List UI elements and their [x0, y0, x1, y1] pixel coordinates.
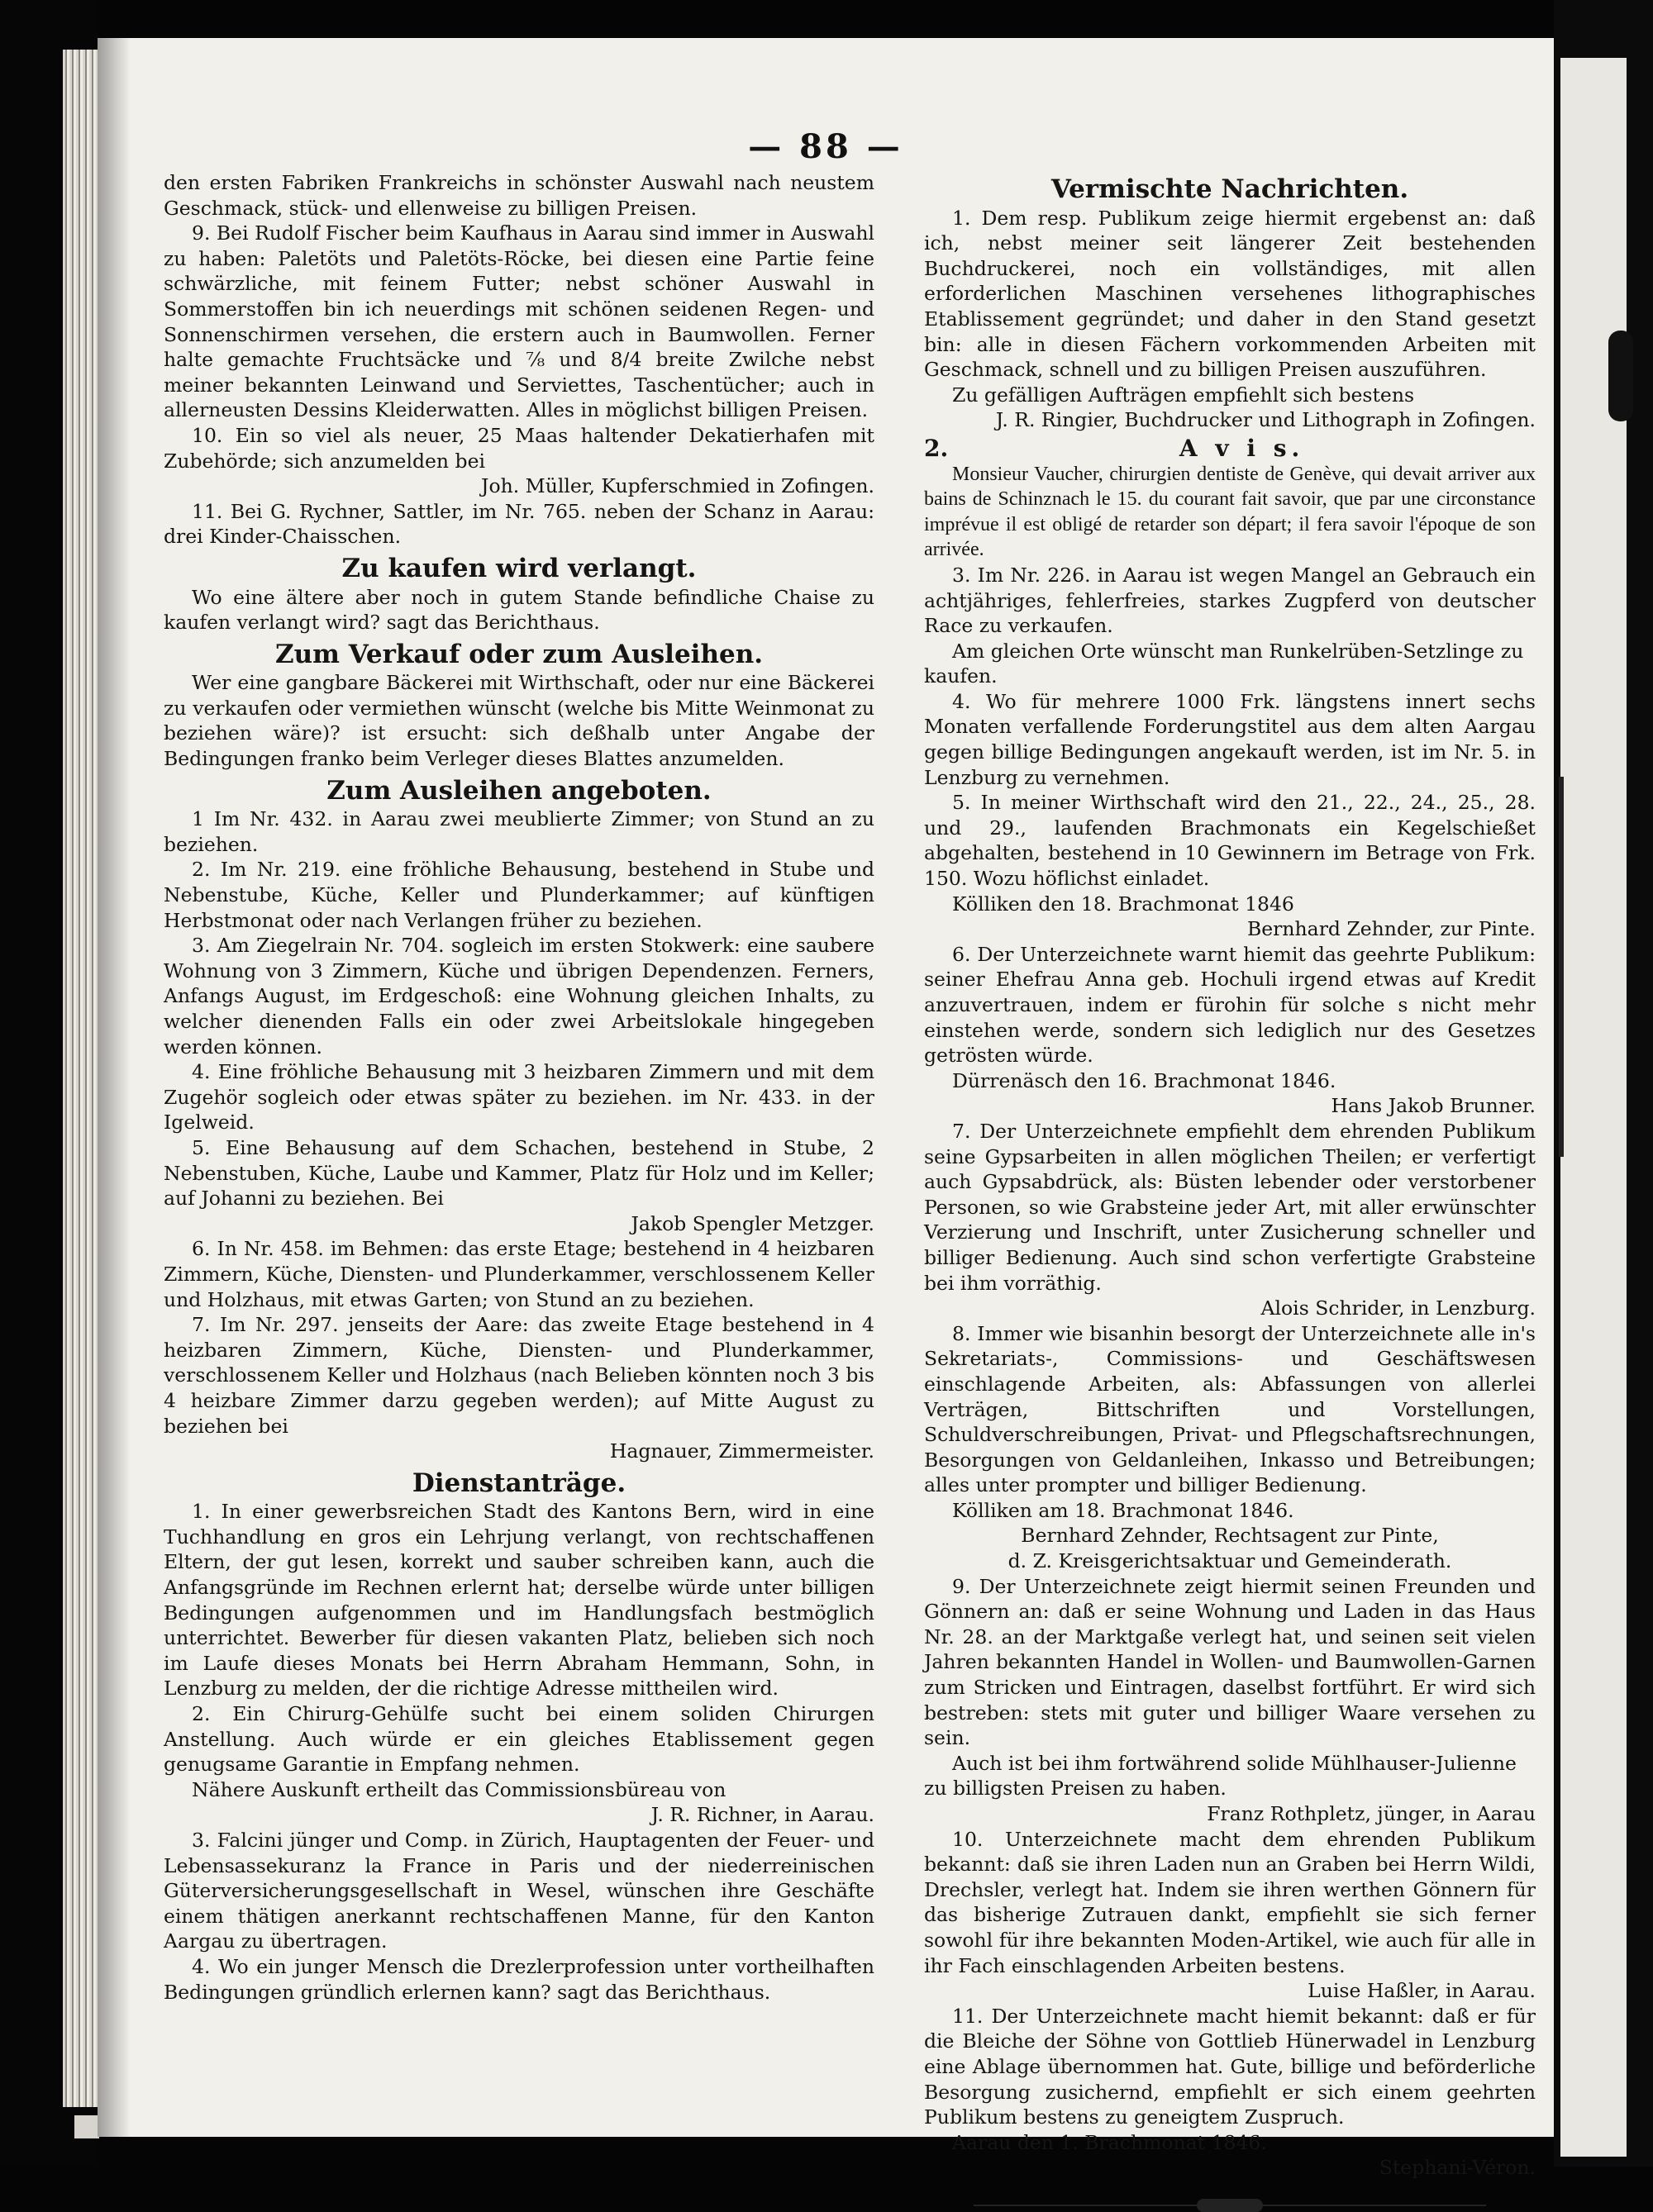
vermischt-6: 6. Der Unterzeichnete warnt hiemit das geehrte Publikum: seiner Ehefrau Anna geb. Hochuli irgend etwas auf Kredit anzuvertrauen, indem er fürohin für solche s nicht mehr einstehen werde, sondern sich lediglich nur des Gesetzes getrösten würde.: [924, 942, 1536, 1068]
adjacent-page-mark: [1608, 331, 1633, 421]
vermischt-9: 9. Der Unterzeichnete zeigt hiermit seinen Freunden und Gönnern an: daß er seine Wohnung und Laden in das Haus Nr. 28. an der Marktgaße verlegt hat, und seinen seit vielen Jahren bekannten Handel in Wollen- und Baumwollen-Garnen zum Stricken und Eintragen, daselbst fortführt. Er wird sich bestreben: stets mit guter und billiger Waare versehen zu sein.: [924, 1574, 1536, 1750]
vermischt-11: 11. Der Unterzeichnete macht hiemit bekannt: daß er für die Bleiche der Söhne von Gottlieb Hünerwadel in Lenzburg eine Ablage übernommen hat. Gute, billige und beförderliche Besorgung zusichernd, empfiehlt er sich einem geehrten Publikum bestens zu geneigtem Zuspruch.: [924, 2004, 1536, 2129]
vermischt-5: 5. In meiner Wirthschaft wird den 21., 22., 24., 25., 28. und 29., laufenden Brachmonats ein Kegelschießet abgehalten, bestehend in 10 Gewinnern im Betrage von Frk. 150. Wozu höflichst einladet.: [924, 791, 1536, 891]
ausleihen-5: 5. Eine Behausung auf dem Schachen, bestehend in Stube, 2 Nebenstuben, Küche, Laube und Kammer, Platz für Holz und im Keller; auf Johanni zu beziehen. Bei: [164, 1135, 874, 1211]
vermischt-9-signature: Franz Rothpletz, jünger, in Aarau: [1207, 1802, 1536, 1825]
vermischt-7-signature: Alois Schrider, in Lenzburg.: [1260, 1296, 1536, 1320]
vermischt-10: 10. Unterzeichnete macht dem ehrenden Publikum bekannt: daß sie ihren Laden nun an Graben bei Herrn Wildi, Drechsler, verlegt hat. Indem sie ihren werthen Gönnern für das bisherige Zutrauen dankt, empfiehlt sie sich ferner sowohl für ihre bekannten Moden-Artikel, wie auch für alle in ihr Fach einschlagenden Arbeiten bestens.: [924, 1827, 1536, 1977]
ausleihen-6: 6. In Nr. 458. im Behmen: das erste Etage; bestehend in 4 heizbaren Zimmern, Küche, Diensten- und Plunderkammer, verschlossenem Keller und Holzhaus, mit etwas Garten; von Stund an zu beziehen.: [164, 1237, 874, 1311]
vermischt-8: 8. Immer wie bisanhin besorgt der Unterzeichnete alle in's Sekretariats-, Commissions- und Geschäftswesen einschlagende Arbeiten, als: Abfassungen von allerlei Verträgen, Bittschriften und Vorstellungen, Schuldverschreibungen, Privat- und Pflegschaftsrechnungen, Besorgungen von Geldanleihen, Inkasso und Betreibungen; alles unter prompter und billiger Bedienung.: [924, 1321, 1536, 1497]
adjacent-page-edge: [1554, 0, 1653, 2167]
binding-tab: [74, 2115, 99, 2138]
vermischt-11-signature: Stephani-Véron.: [1379, 2156, 1536, 2180]
vermischt-1: 1. Dem resp. Publikum zeige hiermit ergebenst an: daß ich, nebst meiner seit längerer Zeit bestehenden Buchdruckerei, noch ein vollständiges, mit allen erforderlichen Maschinen versehenes lithographisches Etablissement gegründet; und daher in den Stand gesetzt bin: alle in diesen Fächern vorkommenden Arbeiten mit Geschmack, schnell und zu billigen Preisen auszuführen.: [924, 206, 1536, 382]
avis-title: A v i s.: [1179, 434, 1305, 462]
vermischt-1-b: Zu gefälligen Aufträgen empfiehlt sich bestens: [952, 383, 1415, 407]
spine-shadow: [98, 38, 131, 2137]
page-number: — 88 —: [748, 127, 903, 166]
notice-intro: den ersten Fabriken Frankreichs in schönster Auswahl nach neustem Geschmack, stück- und ellenweise zu billigen Preisen.: [164, 171, 874, 220]
notice-10: 10. Ein so viel als neuer, 25 Maas haltender Dekatierhafen mit Zubehörde; sich anzumelden bei: [164, 423, 874, 473]
vermischt-4: 4. Wo für mehrere 1000 Frk. längstens innert sechs Monaten verfallende Forderungstitel aus dem alten Aargau gegen billige Bedingungen angekauft werden, ist im Nr. 5. in Lenzburg zu vernehmen.: [924, 689, 1536, 789]
left-column: [164, 170, 874, 2005]
vermischt-8-signature-2: d. Z. Kreisgerichtsaktuar und Gemeinderath.: [1008, 1549, 1452, 1573]
vermischt-3-b: Am gleichen Orte wünscht man Runkelrüben-Setzlinge zu kaufen.: [924, 639, 1524, 688]
dienst-2: 2. Ein Chirurg-Gehülfe sucht bei einem soliden Chirurgen Anstellung. Auch würde er ein gleiches Etablissement gegen genugsame Garantie in Empfang nehmen.: [164, 1702, 874, 1777]
heading-dienstantraege: Dienstanträge.: [412, 1468, 626, 1498]
heading-zu-kaufen: Zu kaufen wird verlangt.: [341, 553, 697, 583]
heading-vermischte: Vermischte Nachrichten.: [1050, 174, 1409, 204]
ausleihen-1: 1 Im Nr. 432. in Aarau zwei meublierte Zimmer; von Stund an zu beziehen.: [164, 807, 874, 856]
dienst-3: 3. Falcini jünger und Comp. in Zürich, Hauptagenten der Feuer- und Lebensassekuranz la France in Paris und der niederreinischen Güterversicherungsgesellschaft in Wesel, wünschen ihre Geschäfte einem thätigen anerkannt rechtschaffenen Manne, für den Kanton Aargau zu übertragen.: [164, 1829, 874, 1953]
ausleihen-7: 7. Im Nr. 297. jenseits der Aare: das zweite Etage bestehend in 4 heizbaren Zimmern, Küche, Diensten- und Plunderkammer, verschlossenem Keller und Holzhaus (nach Belieben könnten noch 3 bis 4 heizbare Zimmer darzu gegeben werden); auf Mitte August zu beziehen bei: [164, 1313, 874, 1438]
page-stack-edge: [63, 50, 98, 2107]
vermischt-5-date: Kölliken den 18. Brachmonat 1846: [952, 892, 1294, 916]
vermischt-3: 3. Im Nr. 226. in Aarau ist wegen Mangel an Gebrauch ein achtjähriges, fehlerfreies, starkes Zugpferd von deutscher Race zu verkaufen.: [924, 563, 1536, 638]
notice-9: 9. Bei Rudolf Fischer beim Kaufhaus in Aarau sind immer in Auswahl zu haben: Paletöts und Paletöts-Röcke, bei diesen eine Partie feine schwärzliche, mit feinem Futter; nebst schöner Auswahl in Sommerstoffen bin ich neuerdings mit schönen seidenen Regen- und Sonnenschirmen versehen, die erstern auch in Baumwollen. Ferner halte gemachte Fruchtsäcke und ⅞ und 8/4 breite Zwilche nebst meiner bekannten Leinwand und Serviettes, Taschentücher; auch in allerneusten Dessins Kleiderwatten. Alles in möglichst billigen Preisen.: [164, 221, 874, 422]
heading-verkauf: Zum Verkauf oder zum Ausleihen.: [274, 639, 764, 669]
dienst-2-signature: J. R. Richner, in Aarau.: [650, 1803, 874, 1827]
ausleihen-4: 4. Eine fröhliche Behausung mit 3 heizbaren Zimmern und mit dem Zugehör sogleich oder etwas später zu beziehen. im Nr. 433. in der Igelweid.: [164, 1060, 874, 1135]
newspaper-page: [98, 38, 1554, 2180]
ausleihen-7-signature: Hagnauer, Zimmermeister.: [609, 1439, 874, 1463]
vermischt-7: 7. Der Unterzeichnete empfiehlt dem ehrenden Publikum seine Gypsarbeiten in allen möglichen Theilen; er verfertigt auch Gypsabdrück, als: Büsten lebender oder verstorbener Personen, so wie Grabsteine jeder Art, mit aller erwünschter Verzierung und Inschrift, unter Zusicherung schneller und billiger Bedienung. Auch sind schon verfertigte Grabsteine bei ihm vorräthig.: [924, 1119, 1536, 1295]
vermischt-8-date: Kölliken am 18. Brachmonat 1846.: [952, 1498, 1294, 1522]
ausleihen-5-signature: Jakob Spengler Metzger.: [631, 1211, 874, 1235]
vermischt-5-signature: Bernhard Zehnder, zur Pinte.: [1247, 917, 1536, 941]
vermischt-6-signature: Hans Jakob Brunner.: [1331, 1094, 1536, 1118]
notice-kaufen: Wo eine ältere aber noch in gutem Stande befindliche Chaise zu kaufen verlangt wird? sagt das Berichthaus.: [164, 585, 874, 635]
vermischt-8-signature-1: Bernhard Zehnder, Rechtsagent zur Pinte,: [1021, 1524, 1439, 1548]
ausleihen-2: 2. Im Nr. 219. eine fröhliche Behausung, bestehend in Stube und Nebenstube, Küche, Keller und Plunderkammer; auf künftigen Herbstmonat oder nach Verlangen früher zu beziehen.: [164, 858, 874, 932]
dienst-2-note: Nähere Auskunft ertheilt das Commissionsbüreau von: [192, 1777, 726, 1801]
adjacent-page-fold: [1559, 777, 1564, 1157]
vermischt-2: Monsieur Vaucher, chirurgien dentiste de Genève, qui devait arriver aux bains de Schinznach le 15. du courant fait savoir, que par une circonstance imprévue il est obligé de retarder son départ; il fera savoir l'époque de son arrivée.: [924, 463, 1536, 561]
avis-number: 2.: [924, 434, 949, 462]
notice-10-signature: Joh. Müller, Kupferschmied in Zofingen.: [481, 474, 874, 498]
notice-11: 11. Bei G. Rychner, Sattler, im Nr. 765. neben der Schanz in Aarau: drei Kinder-Chaisschen.: [164, 499, 874, 549]
ornamental-rule: [974, 2199, 1486, 2212]
notice-verkauf: Wer eine gangbare Bäckerei mit Wirthschaft, oder nur eine Bäckerei zu verkaufen oder vermiethen wünscht (welche bis Mitte Weinmonat zu beziehen wäre)? ist ersucht: sich deßhalb unter Angabe der Bedingungen franko beim Verleger dieses Blattes anzumelden.: [164, 671, 874, 771]
vermischt-10-signature: Luise Haßler, in Aarau.: [1308, 1979, 1536, 2003]
rule-ornament: [1197, 2199, 1263, 2212]
dienst-1: 1. In einer gewerbsreichen Stadt des Kantons Bern, wird in eine Tuchhandlung en gros ein Lehrjung verlangt, von rechtschaffenen Eltern, der gut lesen, korrekt und sauber schreiben kann, auch die Anfangsgründe im Rechnen erlernt hat; derselbe würde unter billigen Bedingungen aufgenommen und im Handlungsfach bestmöglich unterrichtet. Bewerber für diesen vakanten Platz, belieben sich noch im Laufe dieses Monats bei Herrn Abraham Hemmann, Sohn, in Lenzburg zu melden, der die richtige Adresse mittheilen wird.: [164, 1500, 874, 1701]
vermischt-11-date: Aarau den 1. Brachmonat 1846.: [952, 2130, 1267, 2154]
vermischt-9-b: Auch ist bei ihm fortwährend solide Mühlhauser-Julienne zu billigsten Preisen zu haben.: [924, 1751, 1517, 1801]
heading-ausleihen: Zum Ausleihen angeboten.: [326, 775, 712, 806]
ausleihen-3: 3. Am Ziegelrain Nr. 704. sogleich im ersten Stokwerk: eine saubere Wohnung von 3 Zimmern, Küche und übrigen Dependenzen. Ferners, Anfangs August, im Erdgeschoß: eine Wohnung gleichen Inhalts, zu welcher dienenden Falls ein oder zwei Arbeitslokale hingegeben werden können.: [164, 934, 874, 1058]
dienst-4: 4. Wo ein junger Mensch die Drezlerprofession unter vortheilhaften Bedingungen gründlich erlernen kann? sagt das Berichthaus.: [164, 1954, 874, 2004]
avis-header: [924, 436, 1536, 462]
right-column: [924, 170, 1536, 2212]
vermischt-1-signature: J. R. Ringier, Buchdrucker und Lithograph in Zofingen.: [995, 408, 1536, 432]
vermischt-6-date: Dürrenäsch den 16. Brachmonat 1846.: [952, 1068, 1336, 1092]
